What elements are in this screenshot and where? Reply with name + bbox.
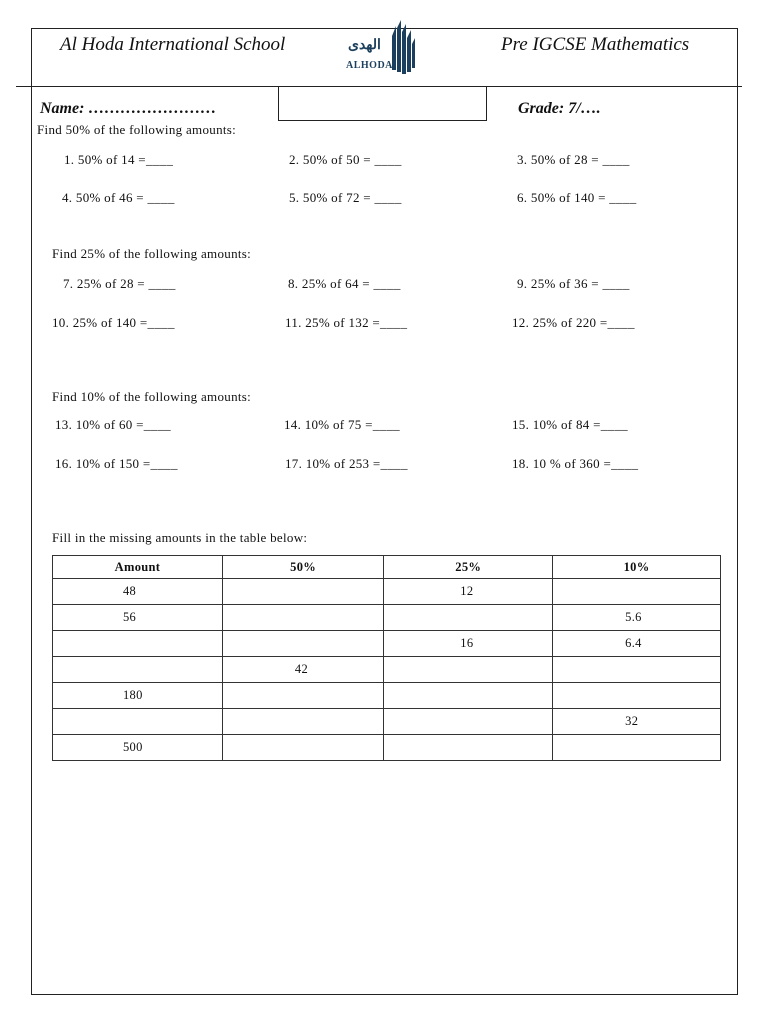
problem-12: 12. 25% of 220 =____: [512, 315, 635, 330]
cell-10[interactable]: [553, 579, 721, 605]
instruction-25: Find 25% of the following amounts:: [52, 246, 252, 261]
table-row: [53, 657, 721, 683]
cell-50[interactable]: [222, 605, 383, 631]
instruction-10: Find 10% of the following amounts:: [52, 389, 252, 404]
header-50: 50%: [222, 556, 383, 579]
cell-50[interactable]: [222, 631, 383, 657]
problem-16: 16. 10% of 150 =____: [55, 456, 178, 471]
cell-25[interactable]: 12: [384, 579, 553, 605]
cell-25[interactable]: [384, 605, 553, 631]
cell-amount[interactable]: [53, 657, 223, 683]
cell-amount[interactable]: [53, 631, 223, 657]
table-row: [53, 605, 721, 631]
table-row: [53, 579, 721, 605]
cell-50[interactable]: [222, 735, 383, 761]
problem-2: 2. 50% of 50 = ____: [289, 152, 402, 167]
problem-3: 3. 50% of 28 = ____: [517, 152, 630, 167]
table-row: [53, 631, 721, 657]
page-border: [31, 28, 738, 995]
problem-10: 10. 25% of 140 =____: [52, 315, 175, 330]
cell-amount[interactable]: 48: [53, 579, 223, 605]
school-name: Al Hoda International School: [60, 34, 286, 55]
cell-25[interactable]: [384, 735, 553, 761]
table-row: [53, 709, 721, 735]
cell-50[interactable]: [222, 579, 383, 605]
cell-amount[interactable]: 500: [53, 735, 223, 761]
logo-text: ALHODA: [346, 60, 393, 71]
instruction-50: Find 50% of the following amounts:: [37, 122, 237, 137]
problem-5: 5. 50% of 72 = ____: [289, 190, 402, 205]
problem-4: 4. 50% of 46 = ____: [62, 190, 175, 205]
header-25: 25%: [384, 556, 553, 579]
subject-title: Pre IGCSE Mathematics: [501, 34, 690, 55]
problem-11: 11. 25% of 132 =____: [285, 315, 408, 330]
table-header-row: [53, 556, 721, 579]
cell-25[interactable]: 16: [384, 631, 553, 657]
percentage-table: [52, 555, 721, 761]
table-row: [53, 735, 721, 761]
header-amount: Amount: [53, 556, 223, 579]
cell-amount[interactable]: 56: [53, 605, 223, 631]
cell-50[interactable]: [222, 709, 383, 735]
problem-6: 6. 50% of 140 = ____: [517, 190, 637, 205]
problem-7: 7. 25% of 28 = ____: [63, 276, 176, 291]
cell-10[interactable]: [553, 657, 721, 683]
table-row: [53, 683, 721, 709]
problem-15: 15. 10% of 84 =____: [512, 417, 628, 432]
cell-25[interactable]: [384, 683, 553, 709]
cell-10[interactable]: [553, 735, 721, 761]
cell-10[interactable]: 6.4: [553, 631, 721, 657]
cell-50[interactable]: 42: [222, 657, 383, 683]
name-field-label: Name: ……………………: [40, 100, 217, 117]
cell-10[interactable]: 5.6: [553, 605, 721, 631]
problem-14: 14. 10% of 75 =____: [284, 417, 400, 432]
problem-9: 9. 25% of 36 = ____: [517, 276, 630, 291]
problem-1: 1. 50% of 14 =____: [64, 152, 174, 167]
logo-arabic-text: الهدى: [348, 38, 381, 53]
cell-25[interactable]: [384, 709, 553, 735]
header-10: 10%: [553, 556, 721, 579]
cell-amount[interactable]: 180: [53, 683, 223, 709]
cell-50[interactable]: [222, 683, 383, 709]
cell-10[interactable]: 32: [553, 709, 721, 735]
cell-amount[interactable]: [53, 709, 223, 735]
problem-18: 18. 10 % of 360 =____: [512, 456, 639, 471]
problem-17: 17. 10% of 253 =____: [285, 456, 408, 471]
cell-25[interactable]: [384, 657, 553, 683]
instruction-table: Fill in the missing amounts in the table below:: [52, 530, 308, 545]
cell-10[interactable]: [553, 683, 721, 709]
problem-8: 8. 25% of 64 = ____: [288, 276, 401, 291]
grade-field-label: Grade: 7/….: [518, 100, 601, 117]
name-box: [278, 86, 487, 121]
problem-13: 13. 10% of 60 =____: [55, 417, 171, 432]
